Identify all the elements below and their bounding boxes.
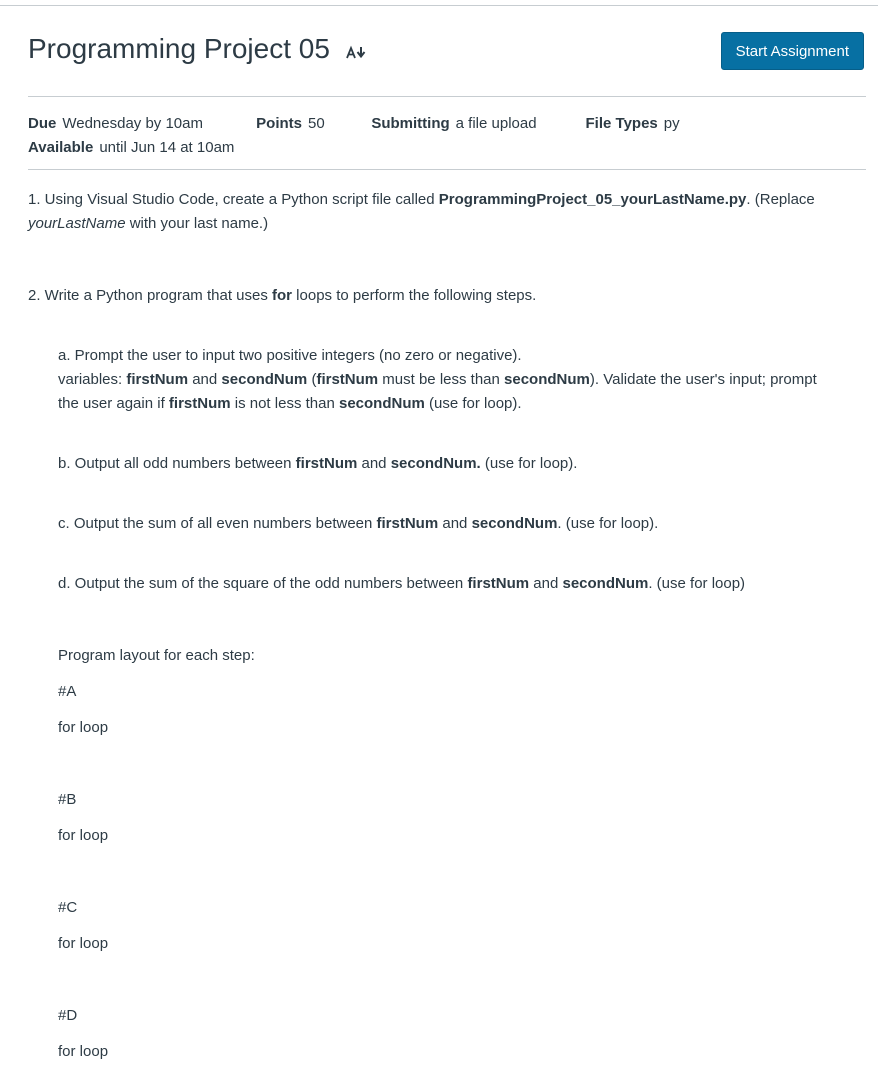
text-segment: ). Validate the user's input; prompt [589,371,817,388]
var-secondnum: secondNum [471,515,558,532]
text-segment: and [188,371,222,388]
text-segment: b. Output all odd numbers between [58,455,296,472]
text-segment: must be less than [378,371,505,388]
layout-step-c: #C [58,899,78,916]
placeholder-lastname: yourLastName [28,215,126,232]
layout-step-a: #A [58,683,77,700]
details-top-divider [28,96,866,97]
script-filename: ProgrammingProject_05_yourLastName.py [438,191,747,208]
title-row [28,30,864,74]
text-segment: ( [307,371,317,388]
available-value: until Jun 14 at 10am [99,139,235,156]
submitting-value: a file upload [455,115,537,132]
step-1-text [28,188,858,236]
details-row-2 [28,136,680,160]
available-label: Available [28,139,94,156]
var-secondnum: secondNum [338,395,425,412]
text-segment: and [529,575,563,592]
layout-step-d: #D [58,1007,78,1024]
step-d-text [58,572,858,596]
var-secondnum: secondNum [221,371,308,388]
var-firstnum: firstNum [467,575,530,592]
text-segment: . (use for loop). [557,515,659,532]
layout-loop-b: for loop [58,827,109,844]
page-title: Programming Project 05 [28,33,330,64]
var-firstnum: firstNum [376,515,439,532]
top-divider [0,5,878,6]
details-bottom-divider [28,169,866,170]
text-segment: . (use for loop) [648,575,746,592]
points-label: Points [256,115,303,132]
step-a-text [58,344,858,416]
var-secondnum: secondNum [562,575,649,592]
due-label: Due [28,115,57,132]
text-segment: (use for loop). [424,395,522,412]
due-value: Wednesday by 10am [62,115,203,132]
step-2-text [28,284,858,308]
var-secondnum: secondNum. [390,455,481,472]
text-segment: variables: [58,371,127,388]
for-keyword: for [272,287,293,304]
var-firstnum: firstNum [316,371,379,388]
text-segment: d. Output the sum of the square of the odd numbers between [58,575,468,592]
text-segment: a. Prompt the user to input two positive integers (no zero or negative). [58,347,522,364]
details-row-1 [28,112,680,136]
step-c-text [58,512,858,536]
layout-loop-a: for loop [58,719,109,736]
text-segment: and [438,515,472,532]
text-segment: 1. Using Visual Studio Code, create a Python script file called [28,191,439,208]
translate-icon[interactable] [346,44,368,60]
layout-heading: Program layout for each step: [58,647,255,664]
file-types-value: py [663,115,680,132]
text-segment: the user again if [58,395,169,412]
text-segment: c. Output the sum of all even numbers between [58,515,377,532]
points-value: 50 [308,115,325,132]
var-firstnum: firstNum [126,371,189,388]
due-detail [28,112,252,136]
points-detail [256,112,367,136]
text-segment: with your last name.) [125,215,269,232]
text-segment: 2. Write a Python program that uses [28,287,273,304]
text-segment: is not less than [230,395,339,412]
text-segment: loops to perform the following steps. [292,287,537,304]
layout-step-b: #B [58,791,77,808]
var-secondnum: secondNum [504,371,590,388]
layout-loop-c: for loop [58,935,109,952]
text-segment: (use for loop). [480,455,578,472]
var-firstnum: firstNum [168,395,231,412]
file-types-detail [586,112,680,136]
start-assignment-button[interactable]: Start Assignment [721,32,864,70]
submitting-detail [371,112,581,136]
text-segment: . (Replace [746,191,815,208]
var-firstnum: firstNum [295,455,358,472]
layout-loop-d: for loop [58,1043,109,1060]
step-b-text [58,452,858,476]
text-segment: and [357,455,391,472]
submitting-label: Submitting [371,115,450,132]
file-types-label: File Types [585,115,658,132]
assignment-details [28,112,680,160]
